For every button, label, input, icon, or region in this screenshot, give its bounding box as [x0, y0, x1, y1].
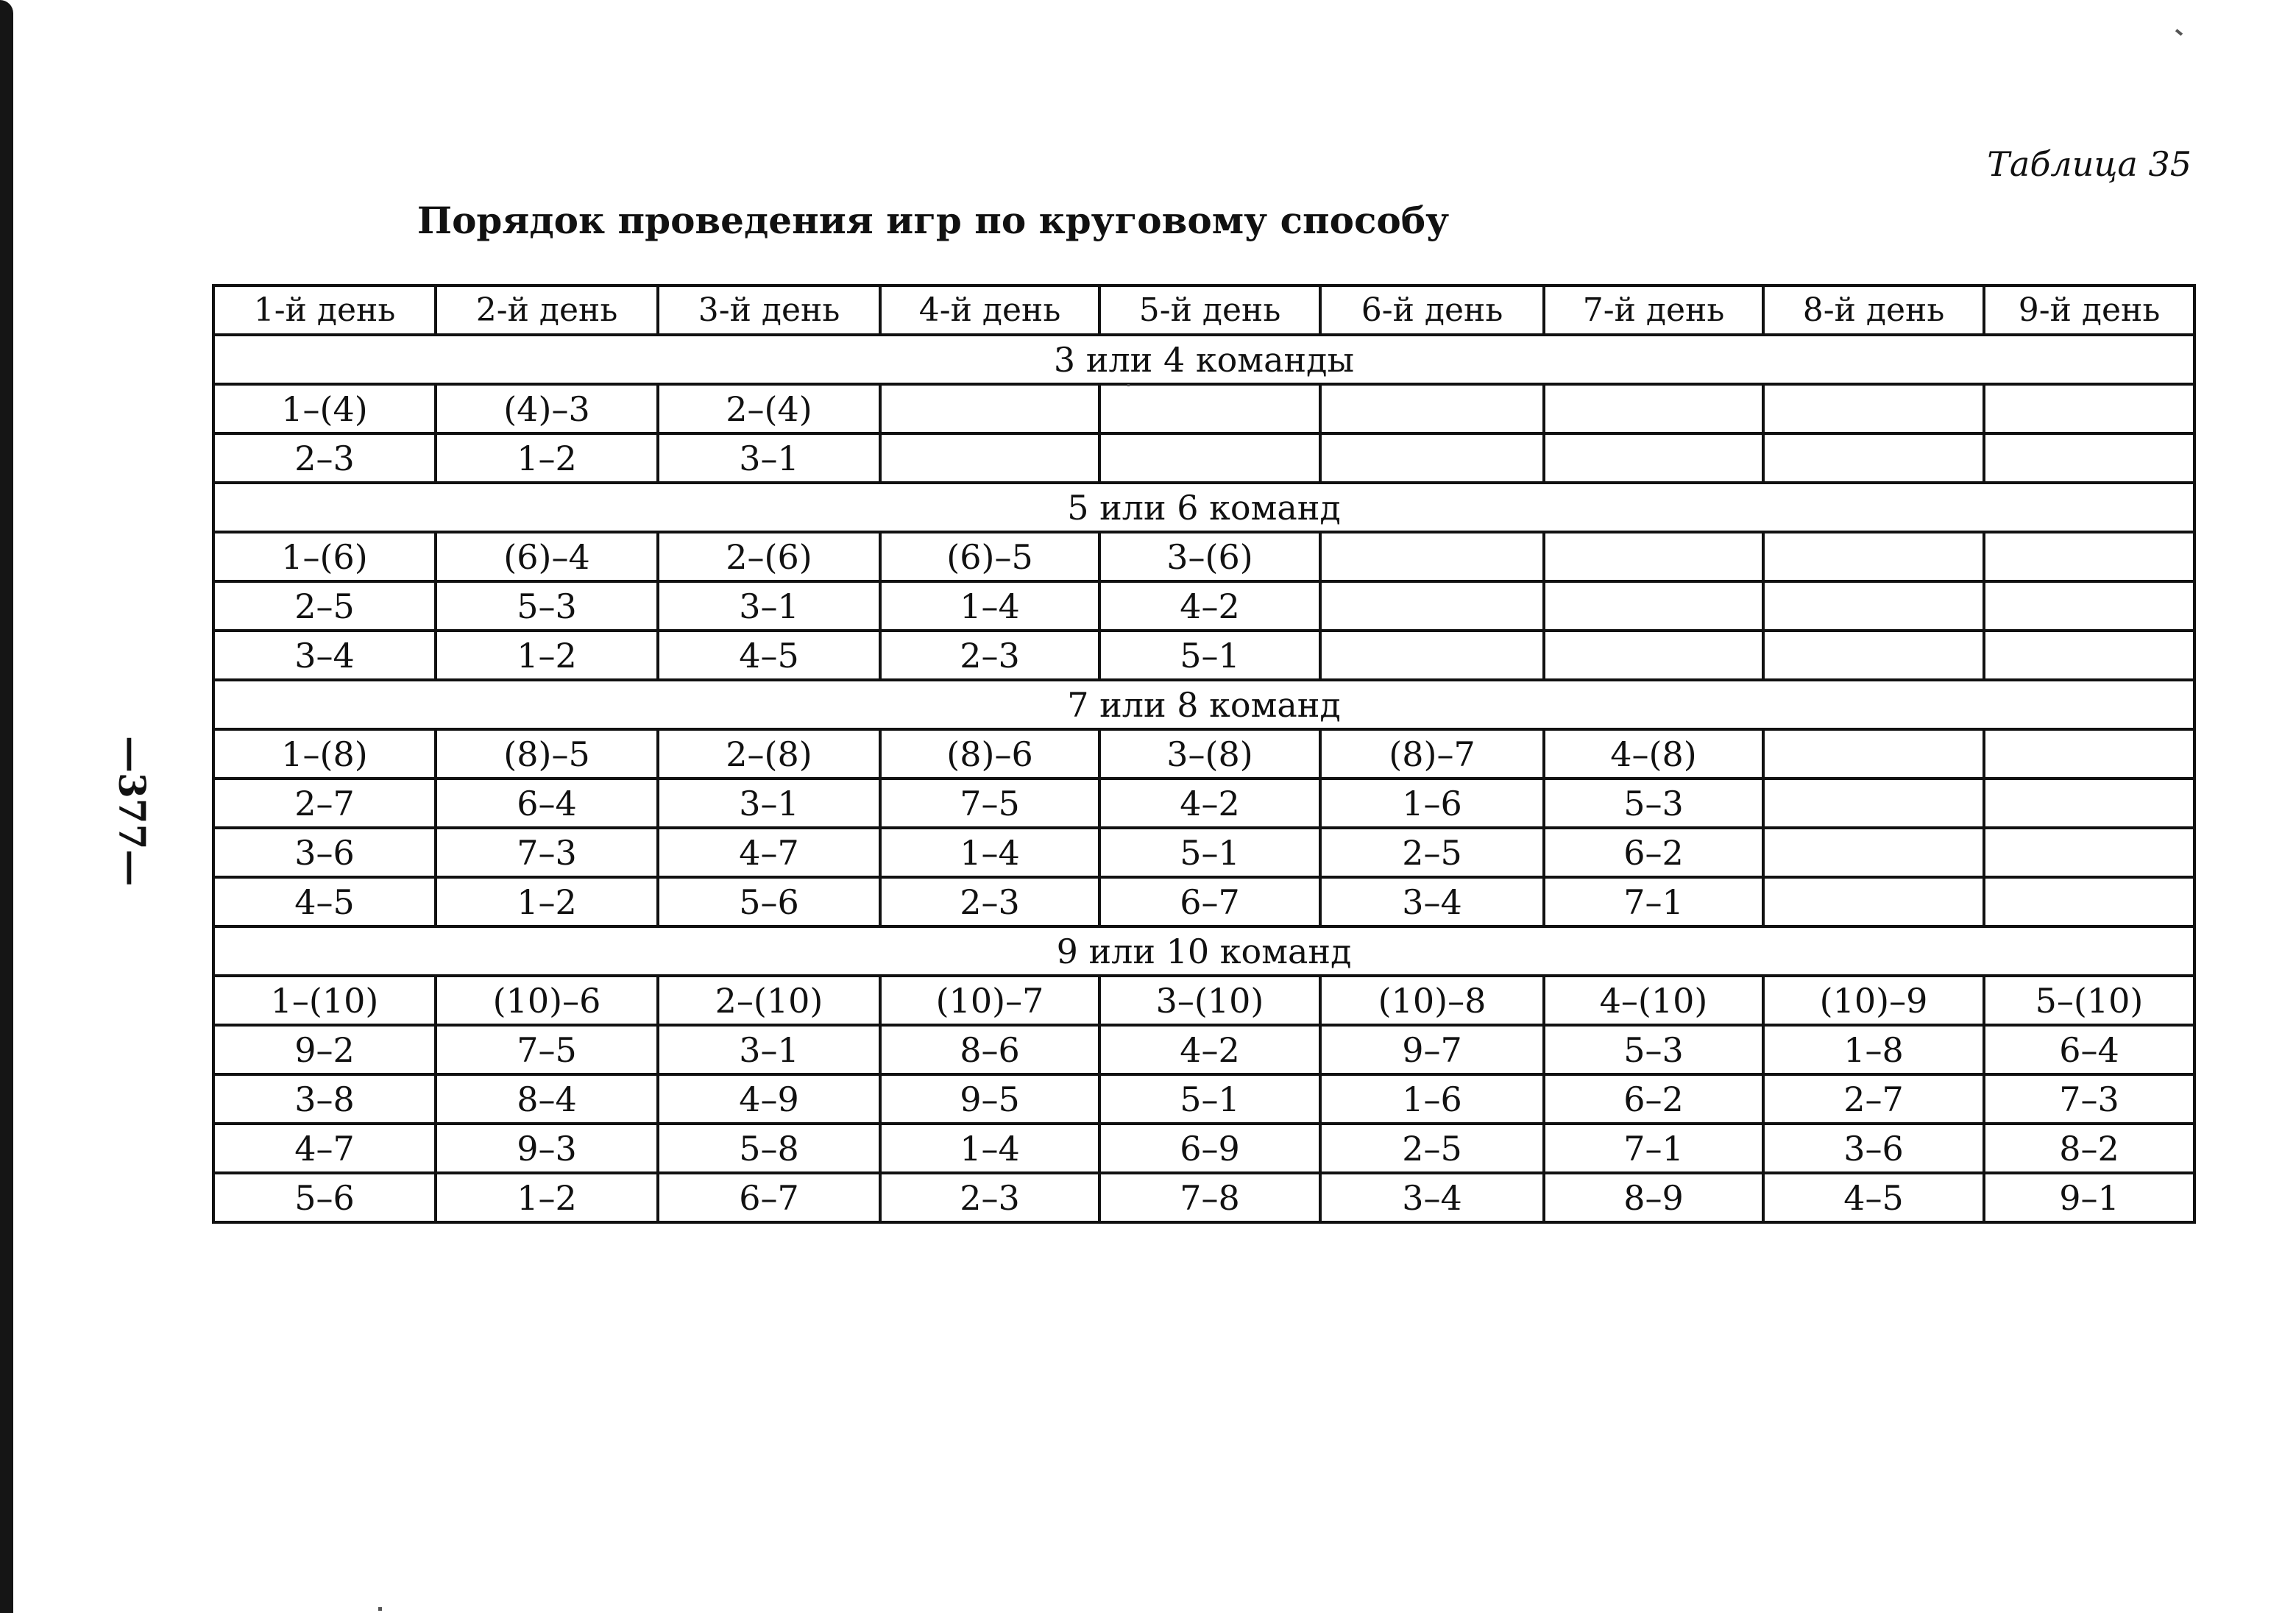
table-cell: (6)–5 — [880, 532, 1099, 581]
scan-speck — [2175, 29, 2183, 35]
table-cell: 3–1 — [658, 1025, 880, 1074]
table-cell: 3–4 — [1320, 1173, 1544, 1222]
table-cell: 9–5 — [880, 1074, 1099, 1124]
table-cell: 2–(6) — [658, 532, 880, 581]
column-header: 7-й день — [1544, 286, 1763, 335]
column-header: 5-й день — [1099, 286, 1320, 335]
table-cell: 8–9 — [1544, 1173, 1763, 1222]
table-cell: 1–4 — [880, 581, 1099, 631]
table-cell: 2–3 — [880, 1173, 1099, 1222]
table-cell: 3–6 — [1763, 1124, 1984, 1173]
table-cell: 1–2 — [436, 1173, 658, 1222]
table-cell: (8)–5 — [436, 729, 658, 779]
table-cell: 2–3 — [213, 433, 436, 483]
table-cell: 4–2 — [1099, 581, 1320, 631]
section-heading: 9 или 10 команд — [213, 926, 2194, 976]
table-cell: 2–3 — [880, 631, 1099, 680]
table-cell: 6–9 — [1099, 1124, 1320, 1173]
table-cell: 1–4 — [880, 828, 1099, 877]
table-cell: 7–1 — [1544, 1124, 1763, 1173]
table-cell: 1–2 — [436, 877, 658, 926]
table-cell: 7–3 — [436, 828, 658, 877]
table-cell: 2–5 — [213, 581, 436, 631]
column-header: 3-й день — [658, 286, 880, 335]
table-cell: 7–3 — [1984, 1074, 2194, 1124]
table-cell: 4–5 — [658, 631, 880, 680]
table-label: Таблица 35 — [1987, 144, 2192, 184]
section-heading: 3 или 4 команды — [213, 335, 2194, 384]
table-cell: 9–1 — [1984, 1173, 2194, 1222]
table-cell: 5–3 — [436, 581, 658, 631]
table-cell: 2–5 — [1320, 828, 1544, 877]
table-cell: 5–3 — [1544, 1025, 1763, 1074]
table-cell: 5–6 — [213, 1173, 436, 1222]
table-cell: 2–(8) — [658, 729, 880, 779]
table-cell: 2–(4) — [658, 384, 880, 433]
table-cell: 2–3 — [880, 877, 1099, 926]
column-header: 1-й день — [213, 286, 436, 335]
column-header: 2-й день — [436, 286, 658, 335]
table-cell: 1–6 — [1320, 779, 1544, 828]
column-header: 6-й день — [1320, 286, 1544, 335]
table-cell: 1–(8) — [213, 729, 436, 779]
table-cell: 8–2 — [1984, 1124, 2194, 1173]
table-cell: 4–5 — [1763, 1173, 1984, 1222]
table-cell: 6–7 — [1099, 877, 1320, 926]
table-cell: (10)–7 — [880, 976, 1099, 1025]
column-header: 4-й день — [880, 286, 1099, 335]
table-cell: 1–8 — [1763, 1025, 1984, 1074]
table-cell: 6–4 — [1984, 1025, 2194, 1074]
table-title: Порядок проведения игр по круговому способу — [417, 199, 1450, 242]
table-cell: 4–(8) — [1544, 729, 1763, 779]
table-cell: 3–(6) — [1099, 532, 1320, 581]
table-cell: 1–(10) — [213, 976, 436, 1025]
table-cell: 2–5 — [1320, 1124, 1544, 1173]
table-cell: (10)–9 — [1763, 976, 1984, 1025]
table-cell: 4–5 — [213, 877, 436, 926]
table-cell: 7–5 — [436, 1025, 658, 1074]
table-cell: 3–(8) — [1099, 729, 1320, 779]
table-cell: 6–2 — [1544, 1074, 1763, 1124]
table-cell: 1–(4) — [213, 384, 436, 433]
table-cell: 5–6 — [658, 877, 880, 926]
table-cell: 5–(10) — [1984, 976, 2194, 1025]
table-cell: 6–7 — [658, 1173, 880, 1222]
table-cell: 1–2 — [436, 433, 658, 483]
table-cell: 4–7 — [213, 1124, 436, 1173]
table-cell: 9–3 — [436, 1124, 658, 1173]
table-cell: 1–4 — [880, 1124, 1099, 1173]
section-heading: 5 или 6 команд — [213, 483, 2194, 532]
table-cell: 1–2 — [436, 631, 658, 680]
page-number: —377— — [110, 736, 154, 887]
table-cell: 5–1 — [1099, 828, 1320, 877]
table-cell: (10)–8 — [1320, 976, 1544, 1025]
table-cell: 3–6 — [213, 828, 436, 877]
table-cell: (10)–6 — [436, 976, 658, 1025]
table-cell: 1–6 — [1320, 1074, 1544, 1124]
table-cell: 3–1 — [658, 779, 880, 828]
table-cell: 7–8 — [1099, 1173, 1320, 1222]
table-cell: 4–(10) — [1544, 976, 1763, 1025]
table-cell: (6)–4 — [436, 532, 658, 581]
table-cell: 2–7 — [1763, 1074, 1984, 1124]
table-cell: (8)–6 — [880, 729, 1099, 779]
table-cell: 3–4 — [213, 631, 436, 680]
table-cell: 2–(10) — [658, 976, 880, 1025]
table-cell: 9–2 — [213, 1025, 436, 1074]
table-cell: 6–2 — [1544, 828, 1763, 877]
table-cell: 3–4 — [1320, 877, 1544, 926]
table-cell: 4–2 — [1099, 1025, 1320, 1074]
table-cell: 3–(10) — [1099, 976, 1320, 1025]
table-cell: 1–(6) — [213, 532, 436, 581]
table-cell: 3–8 — [213, 1074, 436, 1124]
section-heading: 7 или 8 команд — [213, 680, 2194, 729]
table-cell: 5–1 — [1099, 1074, 1320, 1124]
table-cell: 7–5 — [880, 779, 1099, 828]
table-cell: 5–3 — [1544, 779, 1763, 828]
column-header: 9-й день — [1984, 286, 2194, 335]
scan-speck — [378, 1607, 382, 1611]
scan-speck — [1127, 384, 1130, 386]
table-cell: 5–1 — [1099, 631, 1320, 680]
table-cell: 8–6 — [880, 1025, 1099, 1074]
table-cell: 4–9 — [658, 1074, 880, 1124]
table-cell: (4)–3 — [436, 384, 658, 433]
table-cell: 2–7 — [213, 779, 436, 828]
table-cell: 7–1 — [1544, 877, 1763, 926]
column-header: 8-й день — [1763, 286, 1984, 335]
table-cell: 8–4 — [436, 1074, 658, 1124]
table-cell: 3–1 — [658, 433, 880, 483]
table-cell: 9–7 — [1320, 1025, 1544, 1074]
table-cell: 4–7 — [658, 828, 880, 877]
table-cell: 5–8 — [658, 1124, 880, 1173]
table-cell: 6–4 — [436, 779, 658, 828]
table-cell: (8)–7 — [1320, 729, 1544, 779]
table-cell: 4–2 — [1099, 779, 1320, 828]
table-cell: 3–1 — [658, 581, 880, 631]
